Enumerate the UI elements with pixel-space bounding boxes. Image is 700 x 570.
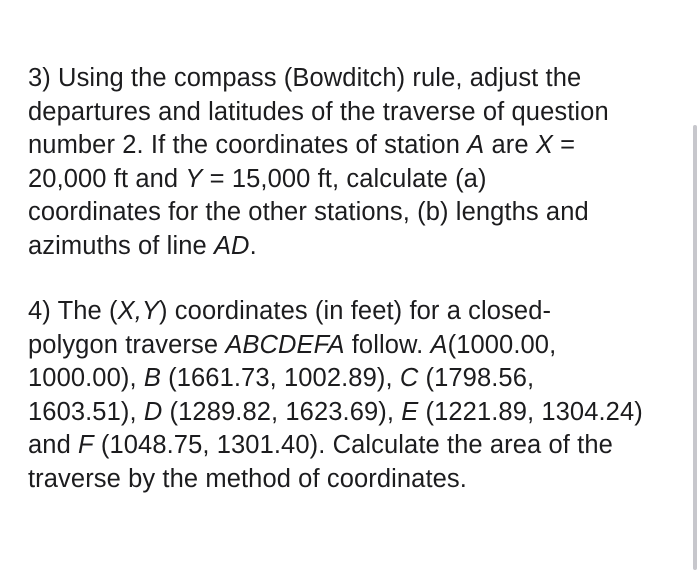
q4-line-2: polygon traverse ABCDEFA follow. A(1000.00, — [28, 330, 557, 359]
q3-line-4: 20,000 ft and Y = 15,000 ft, calculate (a) — [28, 164, 487, 193]
q3-line-1: 3) Using the compass (Bowditch) rule, adjust the — [28, 64, 582, 92]
question-4-paragraph — [28, 295, 678, 496]
q3-line-3: number 2. If the coordinates of station A are X = — [28, 131, 576, 159]
q4-line-4: 1603.51), D (1289.82, 1623.69), E (1221.89, 1304.24) — [28, 397, 643, 426]
q4-line-5: and F (1048.75, 1301.40). Calculate the area of the — [28, 431, 613, 459]
question-3-paragraph — [28, 62, 678, 263]
q3-line-6: azimuths of line AD. — [28, 231, 257, 260]
q3-line-2: departures and latitudes of the traverse of question — [28, 97, 609, 126]
q4-line-6: traverse by the method of coordinates. — [28, 464, 467, 493]
vertical-scrollbar[interactable] — [693, 125, 697, 570]
q3-line-5: coordinates for the other stations, (b) lengths and — [28, 198, 589, 226]
q4-line-3: 1000.00), B (1661.73, 1002.89), C (1798.56, — [28, 364, 535, 392]
q4-line-1: 4) The (X,Y) coordinates (in feet) for a closed- — [28, 297, 552, 325]
question-text-block — [28, 62, 678, 496]
paragraph-spacer — [28, 263, 678, 295]
